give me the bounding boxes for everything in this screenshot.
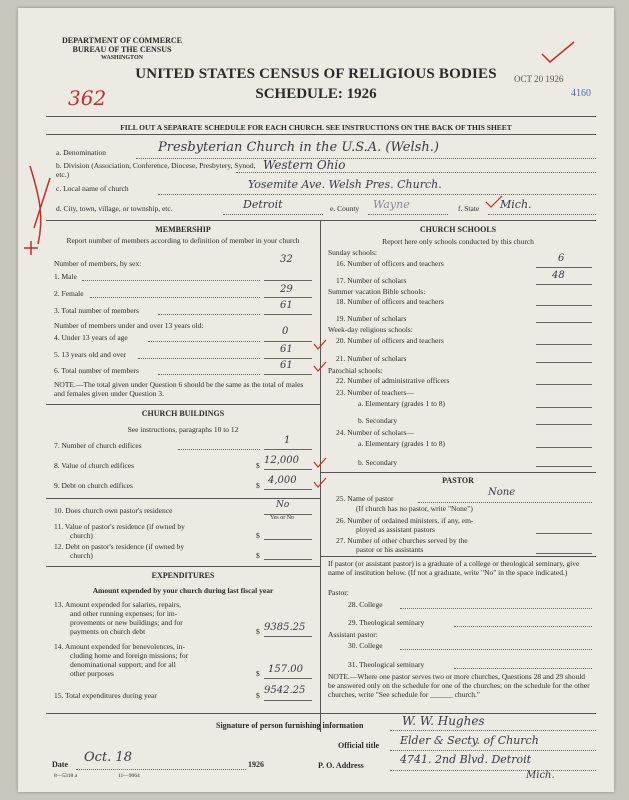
schools-heading: CHURCH SCHOOLS <box>419 225 497 234</box>
po-address-label: P. O. Address <box>318 761 364 770</box>
red-check-icon <box>538 38 578 68</box>
red-margin-mark-icon <box>20 158 60 258</box>
denomination-label: a. Denomination <box>56 148 106 157</box>
official-title-value: Elder & Secty. of Church <box>400 734 539 747</box>
q18-label: 18. Number of officers and teachers <box>336 297 444 306</box>
q15-label: 15. Total expenditures during year <box>54 691 157 700</box>
q14-label-a: 14. Amount expended for benevolences, in- <box>54 642 186 651</box>
q17-label: 17. Number of scholars <box>336 276 407 285</box>
q26-label-b: ployed as assistant pastors <box>356 525 435 534</box>
dept-line-1: DEPARTMENT OF COMMERCE <box>62 36 183 45</box>
date-label: Date <box>52 760 68 769</box>
page-subtitle: SCHEDULE: 1926 <box>255 86 377 102</box>
division-label: b. Division (Association, Conference, Diocese, Presbytery, Synod, etc.) <box>56 161 256 179</box>
q14-label-b: cluding home and foreign missions; for <box>70 651 189 660</box>
membership-heading: MEMBERSHIP <box>155 225 211 234</box>
graduate-note: If pastor (or assistant pastor) is a graduate of a college or theological seminary, give name of institution below. (If not a graduate, write "No" in the space indicated.) <box>328 559 580 577</box>
sunday-label: Sunday schools: <box>328 248 377 257</box>
stamp-number: 4160 <box>571 88 591 99</box>
q23-label: 23. Number of teachers— <box>336 388 414 397</box>
form-number: 8—5318 a <box>54 773 78 779</box>
age-label: Number of members under and over 13 years old: <box>54 321 204 330</box>
q27-label-a: 27. Number of other churches served by the <box>336 536 468 545</box>
city-label: d. City, town, village, or township, etc. <box>56 204 173 213</box>
buildings-heading: CHURCH BUILDINGS <box>141 409 225 418</box>
q8-dollar: $ <box>256 461 260 470</box>
q8-value: 12,000 <box>264 455 299 466</box>
q14-label-c: denominational support; and for all <box>70 660 176 669</box>
q16-value: 6 <box>558 253 565 264</box>
schools-intro: Report here only schools conducted by this church <box>382 237 534 246</box>
handwritten-number: 362 <box>68 86 107 110</box>
state-value: Mich. <box>500 198 532 211</box>
q11-label-a: 11. Value of pastor's residence (if owned by <box>54 522 185 531</box>
official-title-label: Official title <box>338 741 380 750</box>
q5-value: 61 <box>280 344 293 355</box>
q9-dollar: $ <box>256 481 260 490</box>
q17-value: 48 <box>552 270 565 281</box>
q12-dollar: $ <box>256 551 260 560</box>
q10-value: No <box>276 500 290 510</box>
q24b-label: b. Secondary <box>358 458 398 467</box>
page-title: UNITED STATES CENSUS OF RELIGIOUS BODIES <box>135 66 497 82</box>
city-value: Detroit <box>243 198 283 211</box>
vacation-label: Summer vacation Bible schools: <box>328 287 426 296</box>
q29-label: 29. Theological seminary <box>348 618 425 627</box>
members-by-sex-label: Number of members, by sex: <box>54 259 142 268</box>
q26-label-a: 26. Number of ordained ministers, if any, em- <box>336 516 474 525</box>
q15-dollar: $ <box>256 691 260 700</box>
q8-label: 8. Value of church edifices <box>54 461 135 470</box>
q5-label: 5. 13 years old and over <box>54 350 127 359</box>
q13-label-d: payments on church debt <box>70 627 146 636</box>
dept-line-3: WASHINGTON <box>101 55 143 61</box>
q25-label: 25. Name of pastor <box>336 494 394 503</box>
department-block <box>62 36 182 63</box>
q31-label: 31. Theological seminary <box>348 660 425 669</box>
weekday-label: Week-day religious schools: <box>328 325 413 334</box>
q9-value: 4,000 <box>268 475 297 486</box>
q1-label: 1. Male <box>54 272 77 281</box>
assistant-label: Assistant pastor: <box>328 630 378 639</box>
local-name-label: c. Local name of church <box>56 184 129 193</box>
q13-value: 9385.25 <box>264 622 306 633</box>
q3-label: 3. Total number of members <box>54 306 139 315</box>
q14-label-d: other purposes <box>70 669 114 678</box>
signature-label: Signature of person furnishing information <box>216 721 364 730</box>
q21-label: 21. Number of scholars <box>336 354 407 363</box>
buildings-intro: See instructions, paragraphs 10 to 12 <box>127 425 239 434</box>
q20-label: 20. Number of officers and teachers <box>336 336 444 345</box>
expenditures-heading: EXPENDITURES <box>151 571 215 580</box>
q13-label-b: and other running expenses; for im- <box>70 609 178 618</box>
q24-label: 24. Number of scholars— <box>336 428 414 437</box>
q13-label-a: 13. Amount expended for salaries, repairs, <box>54 600 182 609</box>
po-address-value: 4741. 2nd Blvd. Detroit <box>400 753 532 766</box>
county-value: Wayne <box>373 198 410 211</box>
q7-value: 1 <box>284 435 291 446</box>
q6-label: 6. Total number of members <box>54 366 139 375</box>
yes-no-hint: Yes or No <box>270 515 295 521</box>
date-year: 1926 <box>248 760 264 769</box>
q28-label: 28. College <box>348 600 383 609</box>
expenditures-intro: Amount expended by your church during last fiscal year <box>92 586 274 595</box>
members-by-sex-value: 32 <box>280 254 293 265</box>
q12-label-b: church) <box>70 551 93 560</box>
q14-dollar: $ <box>256 669 260 678</box>
membership-note: NOTE.—The total given under Question 6 should be the same as the total of males and females given under Question 3. <box>54 380 304 398</box>
red-check-icon <box>312 360 328 374</box>
division-value: Western Ohio <box>263 158 346 172</box>
pastor-label: Pastor: <box>328 588 349 597</box>
q11-label-b: church) <box>70 531 93 540</box>
q27-label-b: pastor or his assistants <box>356 545 424 554</box>
membership-intro: Report number of members according to definition of member in your church <box>66 236 300 245</box>
q10-label: 10. Does church own pastor's residence <box>54 506 173 515</box>
local-name-value: Yosemite Ave. Welsh Pres. Church. <box>248 178 442 191</box>
q12-label-a: 12. Debt on pastor's residence (if owned by <box>54 542 185 551</box>
q4-label: 4. Under 13 years of age <box>54 333 128 342</box>
q2-label: 2. Female <box>54 289 84 298</box>
instruction-line: FILL OUT A SEPARATE SCHEDULE FOR EACH CHURCH. SEE INSTRUCTIONS ON THE BACK OF THIS SHEET <box>120 123 512 132</box>
red-check-icon <box>312 338 328 352</box>
census-schedule-sheet <box>18 8 614 792</box>
q19-label: 19. Number of scholars <box>336 314 407 323</box>
county-label: e. County <box>330 204 360 213</box>
q14-value: 157.00 <box>268 664 303 675</box>
state-label: f. State <box>458 204 480 213</box>
form-number-2: 11—9064 <box>118 773 140 779</box>
q15-value: 9542.25 <box>264 685 306 696</box>
q30-label: 30. College <box>348 641 383 650</box>
q2-value: 29 <box>280 284 293 295</box>
received-date-stamp: OCT 20 1926 <box>514 74 564 84</box>
denomination-value: Presbyterian Church in the U.S.A. (Welsh.) <box>158 140 439 155</box>
q23b-label: b. Secondary <box>358 416 398 425</box>
red-check-icon <box>312 456 328 470</box>
q7-label: 7. Number of church edifices <box>54 441 142 450</box>
pastor-heading: PASTOR <box>442 476 474 485</box>
q3-value: 61 <box>280 300 293 311</box>
q24a-label: a. Elementary (grades 1 to 8) <box>358 439 446 448</box>
q25-value: None <box>488 487 516 498</box>
parochial-label: Parochial schools: <box>328 366 383 375</box>
dept-line-2: BUREAU OF THE CENSUS <box>72 45 172 54</box>
red-check-icon <box>484 194 504 210</box>
red-check-icon <box>312 476 328 490</box>
pastor-note: NOTE.—Where one pastor serves two or more churches, Questions 28 and 29 should be answered only on the schedule for one of the churches; on the schedule for the other churches, write "See schedule for ______ church." <box>328 672 590 699</box>
q13-label-c: provements or new buildings; and for <box>70 618 183 627</box>
q16-label: 16. Number of officers and teachers <box>336 259 444 268</box>
q4-value: 0 <box>282 326 289 337</box>
q23a-label: a. Elementary (grades 1 to 8) <box>358 399 446 408</box>
q25-note: (If church has no pastor, write "None") <box>356 504 473 513</box>
date-value: Oct. 18 <box>84 750 132 765</box>
q9-label: 9. Debt on church edifices <box>54 481 133 490</box>
q11-dollar: $ <box>256 531 260 540</box>
q13-dollar: $ <box>256 627 260 636</box>
signature-value: W. W. Hughes <box>402 714 485 728</box>
q6-value: 61 <box>280 360 293 371</box>
q22-label: 22. Number of administrative officers <box>336 376 450 385</box>
po-address-state: Mich. <box>526 770 555 781</box>
